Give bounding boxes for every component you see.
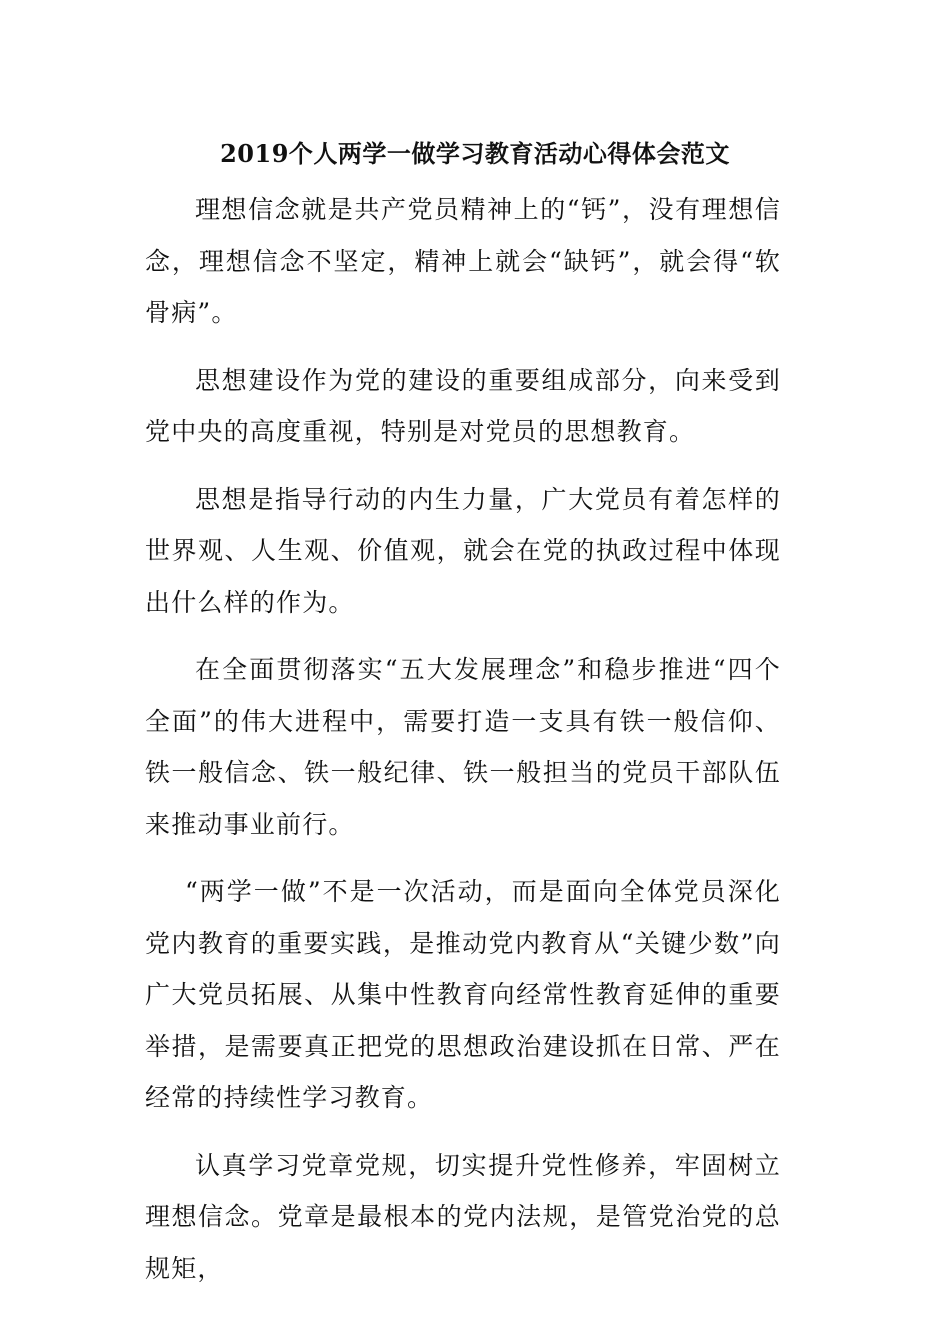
paragraph-1: 理想信念就是共产党员精神上的“钙”，没有理想信念，理想信念不坚定，精神上就会“缺钙”，就会得“软骨病”。 [145, 195, 781, 327]
paragraph-4: 在全面贯彻落实“五大发展理念”和稳步推进“四个全面”的伟大进程中，需要打造一支具有铁一般信仰、铁一般信念、铁一般纪律、铁一般担当的党员干部队伍来推动事业前行。 [145, 655, 781, 839]
document-body [145, 184, 781, 1310]
paragraph-3: 思想是指导行动的内生力量，广大党员有着怎样的世界观、人生观、价值观，就会在党的执政过程中体现出什么样的作为。 [145, 484, 781, 617]
paragraph-5: “两学一做”不是一次活动，而是面向全体党员深化党内教育的重要实践，是推动党内教育从“关键少数”向广大党员拓展、从集中性教育向经常性教育延伸的重要举措，是需要真正把党的思想政治建设抓在日常、严在经常的持续性学习教育。 [145, 877, 781, 1112]
paragraph-2: 思想建设作为党的建设的重要组成部分，向来受到党中央的高度重视，特别是对党员的思想教育。 [145, 365, 781, 446]
paragraph-6: 认真学习党章党规，切实提升党性修养，牢固树立理想信念。党章是最根本的党内法规，是管党治党的总规矩， [145, 1150, 781, 1283]
document-title: 2019个人两学一做学习教育活动心得体会范文 [220, 139, 730, 168]
